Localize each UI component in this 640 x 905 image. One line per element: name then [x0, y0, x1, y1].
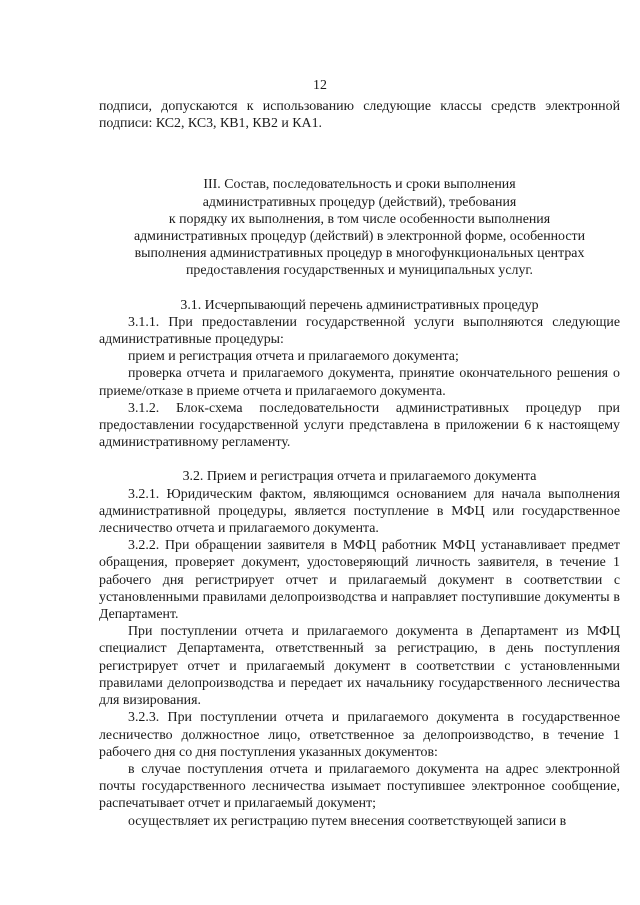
section-title-line: предоставления государственных и муниципальных услуг. — [186, 263, 533, 279]
section-title-line: к порядку их выполнения, в том числе особенности выполнения — [168, 211, 551, 227]
section-title — [99, 176, 620, 279]
paragraph: в случае поступления отчета и прилагаемого документа на адрес электронной почты государственного лесничества изымает поступившее электронное сообщение, распечатывает отчет и прилагаемый документ; — [99, 761, 620, 812]
subsection-3-2-heading: 3.2. Прием и регистрация отчета и прилагаемого документа — [182, 469, 537, 485]
paragraph: 3.2.1. Юридическим фактом, являющимся основанием для начала выполнения административной процедуры, является поступление в МФЦ или государственное лесничество отчета и прилагаемого документа. — [99, 486, 620, 537]
page-number: 12 — [313, 78, 327, 93]
section-title-line: III. Состав, последовательность и сроки выполнения — [203, 177, 516, 193]
section-title-line: административных процедур (действий) в электронной форме, особенности — [133, 229, 586, 245]
paragraph: 3.1.2. Блок-схема последовательности административных процедур при предоставлении государственной услуги представлена в приложении 6 к настоящему административному регламенту. — [99, 400, 620, 451]
intro-paragraph: подписи, допускаются к использованию следующие классы средств электронной подписи: КС2, КС3, КВ1, КВ2 и КА1. — [99, 99, 620, 132]
paragraph: 3.1.1. При предоставлении государственной услуги выполняются следующие административные процедуры: — [99, 314, 620, 348]
section-title-line: выполнения административных процедур в многофункциональных центрах — [134, 246, 585, 262]
paragraph: прием и регистрация отчета и прилагаемого документа; — [128, 349, 459, 365]
paragraph: 3.2.2. При обращении заявителя в МФЦ работник МФЦ устанавливает предмет обращения, проверяет документ, удостоверяющий личность заявителя, в течение 1 рабочего дня регистрирует отчет и прилагаемый документ в соответствии с установленными правилами делопроизводства и направляет поступившие документы в Департамент. — [99, 538, 620, 623]
subsection-3-1-heading: 3.1. Исчерпывающий перечень административных процедур — [180, 297, 539, 313]
section-title-line: административных процедур (действий), требования — [202, 194, 517, 210]
document-body — [99, 98, 620, 830]
paragraph: осуществляет их регистрацию путем внесения соответствующей записи в — [128, 813, 567, 829]
paragraph: При поступлении отчета и прилагаемого документа в Департамент из МФЦ специалист Департамента, ответственный за регистрацию, в день поступления регистрирует отчет и прилагаемый документ в соответствии с установленными правилами делопроизводства и передает их начальнику государственного лесничества для визирования. — [99, 624, 620, 709]
paragraph: 3.2.3. При поступлении отчета и прилагаемого документа в государственное лесничество должностное лицо, ответственное за делопроизводство, в течение 1 рабочего дня со дня поступления указанных документов: — [99, 710, 620, 760]
paragraph: проверка отчета и прилагаемого документа, принятие окончательного решения о приеме/отказе в приеме отчета и прилагаемого документа. — [99, 366, 620, 399]
